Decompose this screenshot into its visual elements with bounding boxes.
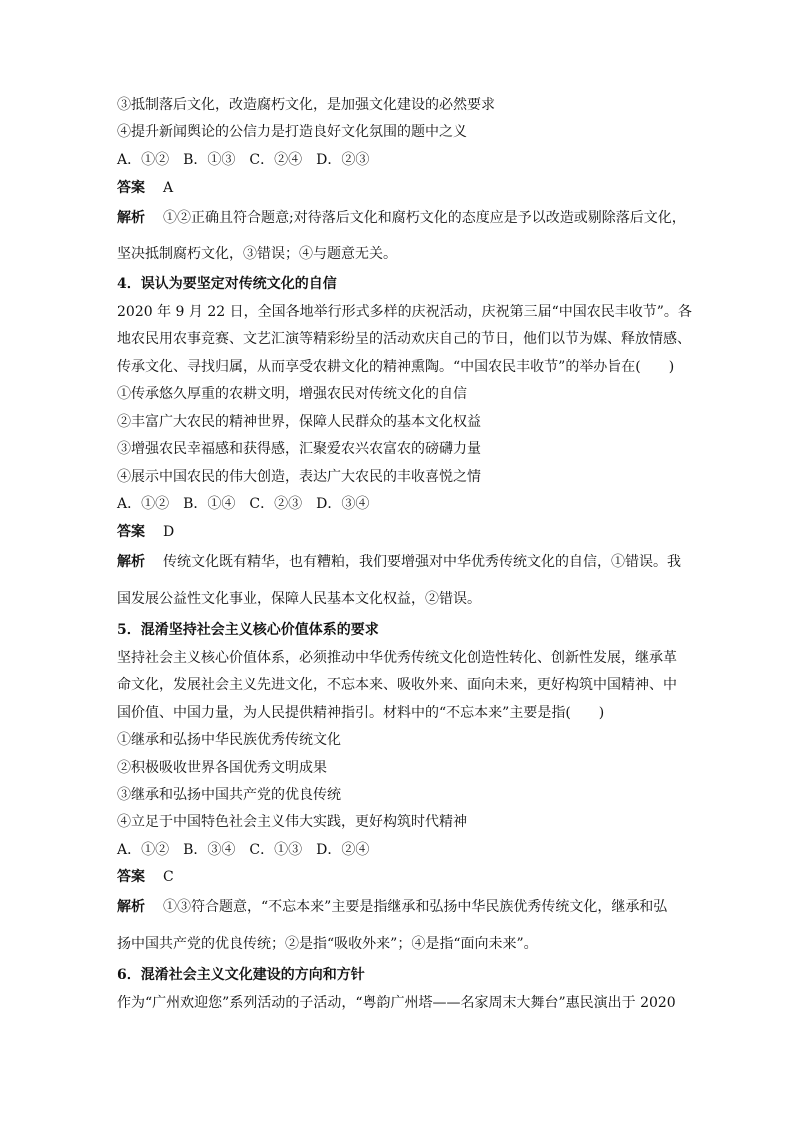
q4-option-3: ③增强农民幸福感和获得感，汇聚爱农兴农富农的磅礴力量 (117, 441, 481, 457)
analysis-label: 解析 (117, 210, 145, 226)
q5-option-4: ④立足于中国特色社会主义伟大实践，更好构筑时代精神 (117, 814, 467, 830)
q3-option-4: ④提升新闻舆论的公信力是打造良好文化氛围的题中之义 (117, 124, 467, 140)
q3-choices: A．①② B．①③ C．②④ D．②③ (117, 152, 370, 168)
q4-stem-line2: 地农民用农事竞赛、文艺汇演等精彩纷呈的活动欢庆自己的节日，他们以节为媒、释放情感、 (117, 331, 691, 347)
q4-option-1: ①传承悠久厚重的农耕文明，增强农民对传统文化的自信 (117, 386, 467, 402)
q3-analysis (117, 208, 686, 228)
q6-heading: 6．混淆社会主义文化建设的方向和方针 (117, 967, 365, 983)
q5-stem-line2: 命文化，发展社会主义先进文化，不忘本来、吸收外来、面向未来，更好构筑中国精神、中 (117, 677, 677, 693)
q5-stem-line3: 国价值、中国力量，为人民提供精神指引。材料中的“不忘本来”主要是指( ) (117, 705, 605, 721)
q6-stem-line1: 作为“广州欢迎您”系列活动的子活动，“粤韵广州塔——名家周末大舞台”惠民演出于 2020 (117, 995, 676, 1011)
q4-answer (117, 522, 174, 542)
answer-value: D (163, 524, 175, 540)
answer-value: C (163, 869, 174, 885)
answer-label: 答案 (117, 524, 145, 540)
q5-option-1: ①继承和弘扬中华民族优秀传统文化 (117, 732, 341, 748)
q3-answer (117, 178, 173, 198)
q3-option-3: ③抵制落后文化，改造腐朽文化，是加强文化建设的必然要求 (117, 97, 495, 113)
answer-value: A (163, 180, 174, 196)
q4-analysis (117, 552, 681, 572)
analysis-text: ①③符合题意，“不忘本来”主要是指继承和弘扬中华民族优秀传统文化，继承和弘 (163, 899, 668, 915)
analysis-label: 解析 (117, 554, 145, 570)
analysis-label: 解析 (117, 899, 145, 915)
q4-option-4: ④展示中国农民的伟大创造，表达广大农民的丰收喜悦之情 (117, 469, 481, 485)
q4-heading: 4．误认为要坚定对传统文化的自信 (117, 276, 337, 292)
q5-stem-line1: 坚持社会主义核心价值体系，必须推动中华优秀传统文化创造性转化、创新性发展，继承革 (117, 650, 677, 666)
q4-analysis-cont: 国发展公益性文化事业，保障人民基本文化权益，②错误。 (117, 591, 481, 607)
q5-heading: 5．混淆坚持社会主义核心价值体系的要求 (117, 622, 379, 638)
q4-option-2: ②丰富广大农民的精神世界，保障人民群众的基本文化权益 (117, 414, 481, 430)
q4-stem-line3: 传承文化、寻找归属，从而享受农耕文化的精神熏陶。“中国农民丰收节”的举办旨在( ) (117, 359, 675, 375)
q5-answer (117, 867, 174, 887)
q5-analysis (117, 897, 667, 917)
answer-label: 答案 (117, 180, 145, 196)
analysis-text: 传统文化既有精华，也有糟粕，我们要增强对中华优秀传统文化的自信，①错误。我 (163, 554, 681, 570)
q5-choices: A．①② B．③④ C．①③ D．②④ (117, 842, 370, 858)
q5-option-2: ②积极吸收世界各国优秀文明成果 (117, 760, 327, 776)
q5-option-3: ③继承和弘扬中国共产党的优良传统 (117, 787, 341, 803)
answer-label: 答案 (117, 869, 145, 885)
q4-choices: A．①② B．①④ C．②③ D．③④ (117, 496, 370, 512)
q4-stem-line1: 2020 年 9 月 22 日，全国各地举行形式多样的庆祝活动，庆祝第三届“中国农民丰收节”。各 (117, 304, 692, 320)
q3-analysis-cont: 坚决抵制腐朽文化，③错误；④与题意无关。 (117, 246, 397, 262)
q5-analysis-cont: 扬中国共产党的优良传统；②是指“吸收外来”；④是指“面向未来”。 (117, 936, 538, 952)
analysis-text: ①②正确且符合题意;对待落后文化和腐朽文化的态度应是予以改造或剔除落后文化， (163, 210, 686, 226)
